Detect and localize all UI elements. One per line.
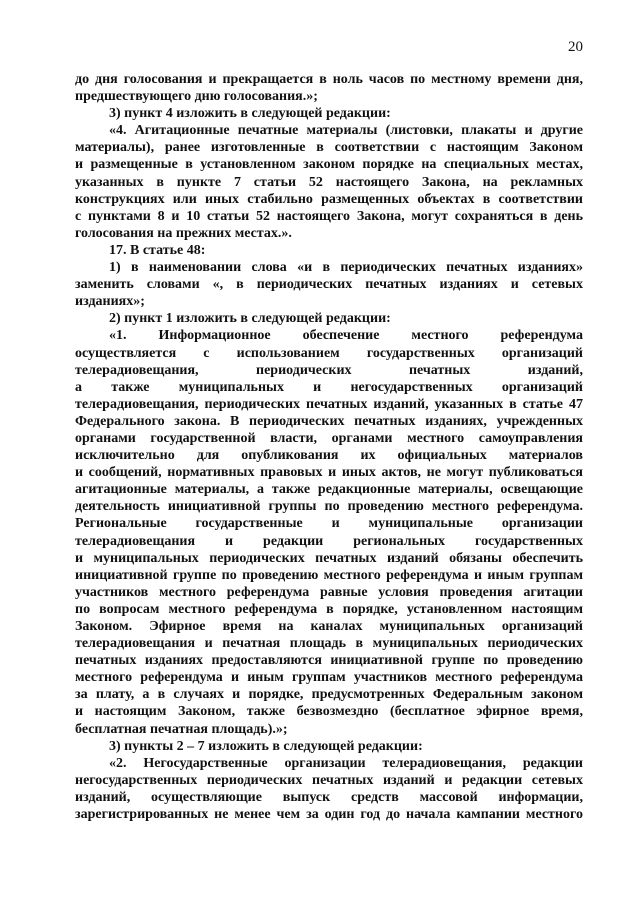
text-line: «2. Негосударственные организации телерадиовещания, редакции xyxy=(109,755,583,771)
text-line: 3) пункты 2 – 7 изложить в следующей редакции: xyxy=(109,738,423,754)
text-line: печатных изданиях предоставляются инициативной группе по проведению xyxy=(75,653,583,669)
text-line: а также муниципальных и негосударственных организаций xyxy=(75,379,583,395)
text-line: «4. Агитационные печатные материалы (листовки, плакаты и другие xyxy=(109,123,583,139)
text-line: и муниципальных периодических печатных изданий обязаны обеспечить xyxy=(75,550,583,566)
text-line: за плату, а в случаях и порядке, предусмотренных Федеральным законом xyxy=(75,687,583,703)
text-line: деятельность инициативной группы по проведению местного референдума. xyxy=(75,499,583,515)
text-line: и сообщений, нормативных правовых и иных актов, не могут публиковаться xyxy=(75,465,583,481)
text-line: Законом. Эфирное время на каналах муниципальных организаций xyxy=(75,619,583,634)
text-line: Региональные государственные и муниципальные организации xyxy=(75,516,583,532)
text-line: голосования на прежних местах.». xyxy=(75,225,292,241)
text-line: конструкциях или иных стабильно размещенных объектах в соответствии xyxy=(75,191,583,207)
text-line: агитационные материалы, а также редакционные материалы, освещающие xyxy=(75,482,583,498)
text-line: материалы), ранее изготовленные в соответствии с настоящим Законом xyxy=(75,140,583,156)
text-line: участников местного референдума равные условия проведения агитации xyxy=(75,584,583,600)
text-line: телерадиовещания, периодических печатных изданий, xyxy=(75,362,583,378)
text-line: осуществляется с использованием государственных организаций xyxy=(75,345,583,361)
text-line: телерадиовещания и печатная площадь в муниципальных периодических xyxy=(75,636,583,652)
text-line: изданий, осуществляющие выпуск средств массовой информации, xyxy=(75,789,583,805)
text-line: Федерального закона. В периодических печатных изданиях, учрежденных xyxy=(75,413,583,429)
text-line: телерадиовещания, периодических печатных изданий, указанных в статье 47 xyxy=(75,396,583,412)
text-line: инициативной группе по проведению местного референдума и иным группам xyxy=(75,567,583,583)
text-line: «1. Информационное обеспечение местного референдума xyxy=(109,328,583,344)
text-line: исключительно для опубликования их официальных материалов xyxy=(75,448,583,464)
text-line: местного референдума и иным группам участников местного референдума xyxy=(75,670,583,686)
text-line: бесплатная печатная площадь).»; xyxy=(75,721,288,737)
text-line: телерадиовещания и редакции региональных государственных xyxy=(75,533,583,549)
text-line: 1) в наименовании слова «и в периодических печатных изданиях» xyxy=(109,260,583,276)
text-line: изданиях»; xyxy=(75,294,145,310)
document-body xyxy=(75,71,583,823)
text-line: 2) пункт 1 изложить в следующей редакции: xyxy=(109,311,391,327)
text-line: органами государственной власти, органами местного самоуправления xyxy=(75,430,583,446)
text-line: негосударственных периодических печатных изданий и редакции сетевых xyxy=(75,772,583,788)
text-line: 3) пункт 4 изложить в следующей редакции: xyxy=(109,106,391,122)
text-line: с пунктами 8 и 10 статьи 52 настоящего Закона, могут сохраняться в день xyxy=(75,208,583,224)
text-line: и размещенные в установленном законом порядке на специальных местах, xyxy=(75,157,583,173)
text-line: до дня голосования и прекращается в ноль часов по местному времени дня, xyxy=(75,72,583,87)
text-line: зарегистрированных не менее чем за один год до начала кампании местного xyxy=(75,807,583,823)
text-line: по вопросам местного референдума в порядке, установленном настоящим xyxy=(75,601,583,617)
text-line: и настоящим Законом, также безвозмездно (бесплатное эфирное время, xyxy=(75,704,583,720)
page-number: 20 xyxy=(568,39,583,55)
text-line: заменить словами «, в периодических печатных изданиях и сетевых xyxy=(75,277,583,293)
text-line: предшествующего дню голосования.»; xyxy=(75,89,318,105)
text-line: указанных в пункте 7 статьи 52 настоящего Закона, на рекламных xyxy=(75,174,583,190)
text-line: 17. В статье 48: xyxy=(109,242,206,258)
